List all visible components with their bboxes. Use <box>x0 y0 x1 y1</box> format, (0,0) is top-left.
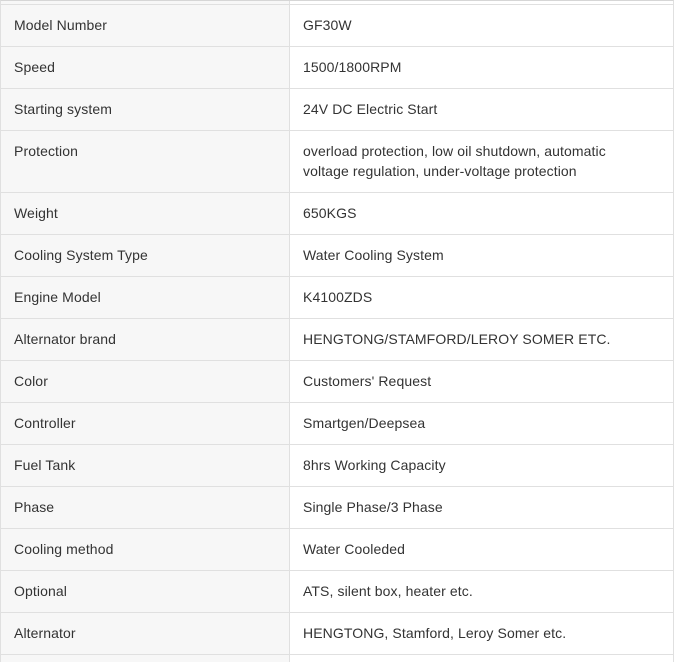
spec-row <box>1 487 673 529</box>
spec-value-cell <box>290 571 673 612</box>
spec-label: Controller <box>14 415 76 431</box>
partial-value-cell <box>290 1 673 4</box>
spec-value-cell <box>290 613 673 654</box>
spec-value-cell <box>290 5 673 46</box>
spec-value: overload protection, low oil shutdown, automatic voltage regulation, under-voltage protection <box>303 143 606 179</box>
partial-row-bottom <box>1 655 673 662</box>
spec-label-cell <box>1 193 290 234</box>
spec-row <box>1 445 673 487</box>
spec-value-cell <box>290 487 673 528</box>
spec-value-cell <box>290 529 673 570</box>
spec-label-cell <box>1 571 290 612</box>
spec-value-cell <box>290 235 673 276</box>
spec-label-cell <box>1 89 290 130</box>
spec-value: 24V DC Electric Start <box>303 101 438 117</box>
spec-row <box>1 361 673 403</box>
spec-label: Alternator <box>14 625 76 641</box>
spec-row <box>1 277 673 319</box>
spec-value: Smartgen/Deepsea <box>303 415 426 431</box>
spec-label: Cooling method <box>14 541 114 557</box>
spec-value: GF30W <box>303 17 352 33</box>
spec-row <box>1 47 673 89</box>
spec-row <box>1 193 673 235</box>
spec-value: Water Cooling System <box>303 247 444 263</box>
spec-value-cell <box>290 361 673 402</box>
spec-label-cell <box>1 403 290 444</box>
spec-label-cell <box>1 277 290 318</box>
spec-row <box>1 529 673 571</box>
spec-label-cell <box>1 235 290 276</box>
spec-value-cell <box>290 319 673 360</box>
spec-value: Water Cooleded <box>303 541 406 557</box>
spec-rows <box>1 5 673 655</box>
spec-value-cell <box>290 445 673 486</box>
spec-label-cell <box>1 5 290 46</box>
spec-label: Model Number <box>14 17 108 33</box>
spec-label: Starting system <box>14 101 112 117</box>
spec-row <box>1 571 673 613</box>
spec-label-cell <box>1 613 290 654</box>
spec-row <box>1 235 673 277</box>
spec-row <box>1 319 673 361</box>
spec-label: Optional <box>14 583 67 599</box>
spec-value: 8hrs Working Capacity <box>303 457 446 473</box>
spec-label-cell <box>1 131 290 192</box>
spec-value: HENGTONG, Stamford, Leroy Somer etc. <box>303 625 567 641</box>
spec-row <box>1 403 673 445</box>
spec-label: Alternator brand <box>14 331 116 347</box>
spec-label-cell <box>1 319 290 360</box>
spec-value-cell <box>290 193 673 234</box>
spec-label-cell <box>1 487 290 528</box>
spec-value-cell <box>290 403 673 444</box>
spec-label-cell <box>1 529 290 570</box>
spec-value: K4100ZDS <box>303 289 373 305</box>
spec-value: ATS, silent box, heater etc. <box>303 583 473 599</box>
spec-label: Fuel Tank <box>14 457 76 473</box>
spec-label: Protection <box>14 143 79 159</box>
spec-label-cell <box>1 47 290 88</box>
spec-row <box>1 613 673 655</box>
spec-value-cell <box>290 89 673 130</box>
partial-label-cell <box>1 655 290 662</box>
spec-label-cell <box>1 445 290 486</box>
spec-label: Phase <box>14 499 55 515</box>
spec-value-cell <box>290 277 673 318</box>
spec-value: Single Phase/3 Phase <box>303 499 443 515</box>
spec-row <box>1 89 673 131</box>
spec-label: Cooling System Type <box>14 247 148 263</box>
spec-label-cell <box>1 361 290 402</box>
spec-value: Customers' Request <box>303 373 432 389</box>
spec-label: Speed <box>14 59 55 75</box>
spec-value: HENGTONG/STAMFORD/LEROY SOMER ETC. <box>303 331 611 347</box>
partial-value-cell <box>290 655 673 662</box>
spec-label: Color <box>14 373 48 389</box>
spec-value-cell <box>290 47 673 88</box>
spec-label: Engine Model <box>14 289 101 305</box>
spec-row <box>1 131 673 193</box>
partial-label-cell <box>1 1 290 4</box>
spec-label: Weight <box>14 205 58 221</box>
spec-value: 650KGS <box>303 205 357 221</box>
spec-value-cell <box>290 131 673 192</box>
spec-value: 1500/1800RPM <box>303 59 402 75</box>
spec-row <box>1 5 673 47</box>
